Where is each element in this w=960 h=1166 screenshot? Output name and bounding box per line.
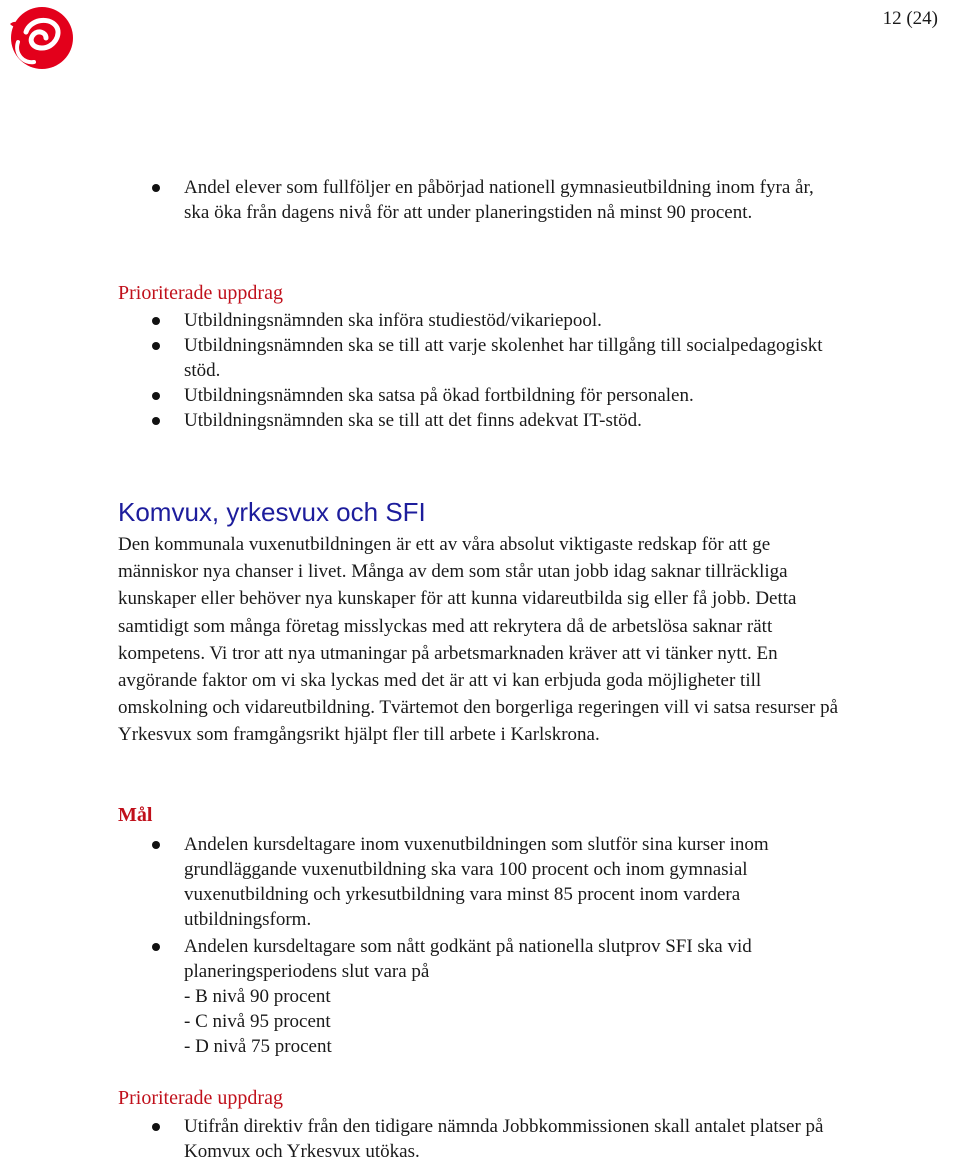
body-paragraph: Den kommunala vuxenutbildningen är ett av våra absolut viktigaste redskap för att ge människor nya chanser i livet. Många av dem som står utan jobb idag saknar tillräckliga kunskaper eller behöver nya kunskaper för att kunna vidareutbilda sig eller få jobb. Detta samtidigt som många företag misslyckas med att rekrytera då de arbetslösa saknar rätt kompetens. Vi tror att nya utmaningar på arbetsmarknaden kräver att vi tänker nytt. En avgörande faktor om vi ska lyckas med det är att vi kan erbjuda goda möjligheter till omskolning och vidareutbildning. Tvärtemot den borgerliga regeringen vill vi satsa resurser på Yrkesvux som framgångsrikt hjälpt fler till arbete i Karlskrona.: [118, 534, 839, 746]
goals-heading: Mål: [118, 804, 153, 826]
prioritized-tasks-list: [150, 1114, 840, 1164]
list-item: Utbildningsnämnden ska se till att det finns adekvat IT-stöd.: [150, 408, 840, 433]
goals-list: [150, 832, 840, 1059]
level-line: - C nivå 95 procent: [184, 1011, 331, 1032]
level-line: - D nivå 75 procent: [184, 1036, 332, 1057]
list-item: Utbildningsnämnden ska satsa på ökad fortbildning för personalen.: [150, 383, 840, 408]
prioritized-tasks-list: [150, 308, 840, 433]
list-item-text: Andelen kursdeltagare som nått godkänt på nationella slutprov SFI ska vid planeringsperiodens slut vara på: [184, 936, 752, 982]
list-item: Utbildningsnämnden ska se till att varje skolenhet har tillgång till socialpedagogiskt stöd.: [150, 333, 840, 383]
page-number: 12 (24): [882, 8, 938, 29]
prioritized-tasks-heading: Prioriterade uppdrag: [118, 1087, 283, 1109]
rose-logo-icon: [4, 2, 76, 74]
list-item: Andel elever som fullföljer en påbörjad nationell gymnasieutbildning inom fyra år, ska öka från dagens nivå för att under planeringstiden nå minst 90 procent.: [150, 175, 840, 225]
section-heading: Komvux, yrkesvux och SFI: [118, 497, 426, 527]
prioritized-tasks-heading: Prioriterade uppdrag: [118, 282, 283, 304]
list-item: Andelen kursdeltagare inom vuxenutbildningen som slutför sina kurser inom grundläggande vuxenutbildning ska vara 100 procent och inom gymnasial vuxenutbildning och yrkesutbildning vara minst 85 procent inom vardera utbildningsform.: [150, 832, 840, 932]
intro-list: [150, 175, 840, 225]
list-item: Utifrån direktiv från den tidigare nämnda Jobbkommissionen skall antalet platser på Komvux och Yrkesvux utökas.: [150, 1114, 840, 1164]
list-item: [150, 934, 840, 1059]
list-item: Utbildningsnämnden ska införa studiestöd/vikariepool.: [150, 308, 840, 333]
level-line: - B nivå 90 procent: [184, 986, 331, 1007]
